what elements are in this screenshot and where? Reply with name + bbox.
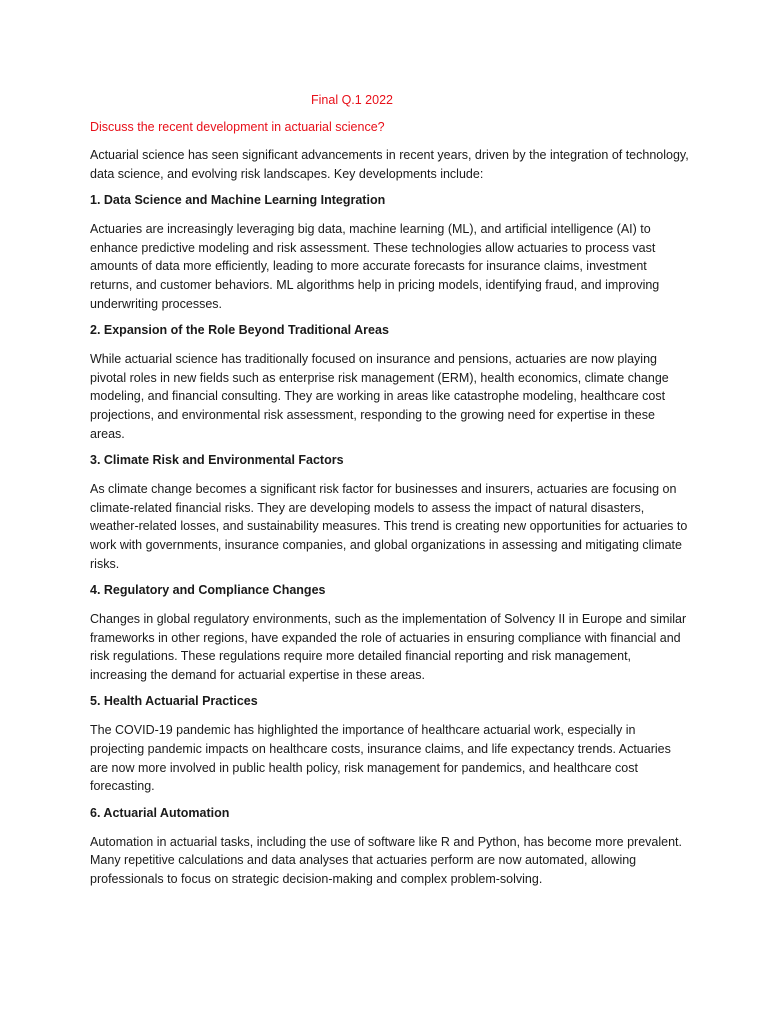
section-heading-2: 2. Expansion of the Role Beyond Traditional Areas <box>90 323 389 338</box>
section-body-3: As climate change becomes a significant risk factor for businesses and insurers, actuaries are focusing on climate-related financial risks. They are developing models to assess the impact of natural disasters, weather-related losses, and sustainability measures. This trend is creating new opportunities for actuaries to work with governments, insurance companies, and global organizations in assessing and mitigating climate risks. <box>90 482 688 571</box>
section-body-2: While actuarial science has traditionally focused on insurance and pensions, actuaries are now playing pivotal roles in new fields such as enterprise risk management (ERM), health economics, climate change modeling, and financial consulting. They are working in areas like catastrophe modeling, healthcare cost projections, and environmental risk assessment, responding to the growing need for expertise in these areas. <box>90 352 669 441</box>
section-body-1: Actuaries are increasingly leveraging big data, machine learning (ML), and artificial intelligence (AI) to enhance predictive modeling and risk assessment. These technologies allow actuaries to process vast amounts of data more efficiently, leading to more accurate forecasts for insurance claims, investment returns, and customer behaviors. ML algorithms help in pricing models, identifying fraud, and improving underwriting processes. <box>90 222 660 311</box>
section-heading-5: 5. Health Actuarial Practices <box>90 694 258 709</box>
section-body-4: Changes in global regulatory environments, such as the implementation of Solvency II in Europe and similar frameworks in other regions, have expanded the role of actuaries in ensuring compliance with financial and risk regulations. These regulations require more detailed financial reporting and risk management, increasing the demand for actuarial expertise in these areas. <box>90 612 687 682</box>
section-heading-3: 3. Climate Risk and Environmental Factors <box>90 453 344 468</box>
document-title: Final Q.1 2022 <box>311 93 393 107</box>
intro-paragraph: Actuarial science has seen significant advancements in recent years, driven by the integration of technology, data science, and evolving risk landscapes. Key developments include: <box>90 148 689 181</box>
section-body-6: Automation in actuarial tasks, including the use of software like R and Python, has become more prevalent. Many repetitive calculations and data analyses that actuaries perform are now automated, allowing professionals to focus on strategic decision-making and complex problem-solving. <box>90 834 682 887</box>
section-heading-4: 4. Regulatory and Compliance Changes <box>90 583 326 598</box>
section-body-5: The COVID-19 pandemic has highlighted the importance of healthcare actuarial work, especially in projecting pandemic impacts on healthcare costs, insurance claims, and life expectancy trends. Actuaries are now more involved in public health policy, risk management for pandemics, and healthcare cost forecasting. <box>90 723 671 794</box>
question-text: Discuss the recent development in actuarial science? <box>90 120 385 134</box>
document-page <box>90 92 690 898</box>
section-heading-1: 1. Data Science and Machine Learning Integration <box>90 193 386 208</box>
section-heading-6: 6. Actuarial Automation <box>90 805 230 820</box>
